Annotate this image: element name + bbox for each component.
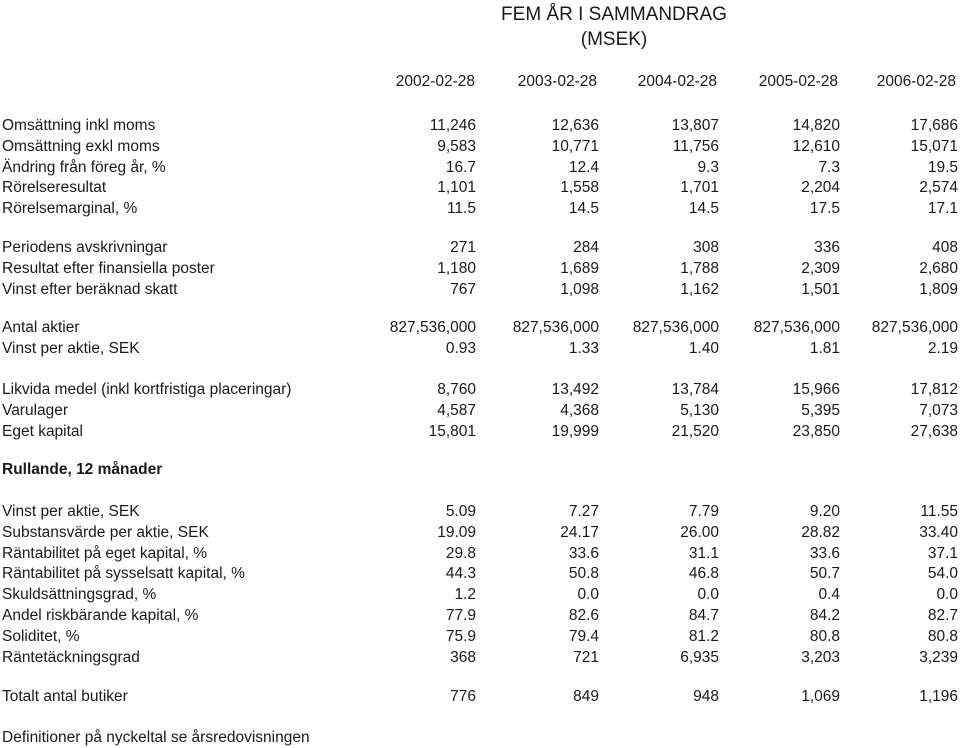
row-value: 24.17	[560, 523, 599, 541]
page-subtitle: (MSEK)	[580, 29, 648, 50]
row-value: 7.79	[688, 503, 719, 520]
row-value: 408	[932, 239, 958, 256]
row-label: Räntabilitet på eget kapital, %	[2, 544, 208, 562]
row-value: 2.19	[927, 339, 958, 357]
table-row	[0, 544, 960, 564]
stores-row	[0, 687, 960, 707]
row-value: 11.5	[446, 200, 476, 218]
row-value: 271	[450, 239, 476, 256]
row-value: 0.4	[818, 586, 840, 604]
row-label: Eget kapital	[2, 422, 83, 440]
row-value: 4,587	[437, 401, 476, 419]
row-value: 82.6	[568, 607, 599, 624]
row-value: 28.82	[801, 523, 840, 541]
row-value: 1,180	[437, 259, 476, 277]
row-value: 1.40	[688, 339, 719, 357]
row-value: 82.7	[927, 607, 958, 624]
table-row	[0, 648, 960, 668]
row-value: 1,501	[801, 280, 840, 298]
row-label: Vinst per aktie, SEK	[2, 503, 140, 520]
row-value: 336	[814, 239, 840, 256]
row-value: 27,638	[910, 422, 958, 440]
row-value: 17,812	[910, 381, 958, 398]
row-label: Skuldsättningsgrad, %	[2, 586, 157, 604]
row-value: 308	[693, 239, 719, 256]
row-label: Soliditet, %	[2, 627, 80, 645]
row-label: Räntetäckningsgrad	[2, 648, 140, 666]
row-value: 1,162	[680, 280, 719, 298]
row-value: 767	[450, 280, 476, 298]
row-label: Rörelsemarginal, %	[2, 200, 138, 218]
row-value: 827,536,000	[753, 319, 840, 336]
row-value: 7,073	[919, 401, 958, 419]
row-value: 11,756	[672, 137, 719, 155]
row-value: 10,771	[551, 137, 599, 155]
row-value: 1.33	[568, 339, 599, 357]
table-row	[0, 339, 960, 359]
row-value: 1.81	[809, 339, 840, 357]
row-value: 44.3	[445, 565, 476, 583]
row-value: 11.55	[920, 503, 958, 520]
row-value: 827,536,000	[389, 319, 476, 336]
row-value: 33.40	[919, 523, 958, 541]
section-heading-rolling: Rullande, 12 månader	[2, 461, 163, 478]
row-value: 284	[573, 239, 599, 256]
row-label: Antal aktier	[2, 319, 80, 336]
row-label: Likvida medel (inkl kortfristiga placeringar)	[2, 381, 292, 398]
row-value: 13,784	[671, 381, 719, 398]
row-value: 79.4	[568, 627, 599, 645]
table-row	[0, 401, 960, 421]
row-value: 7.3	[818, 158, 840, 176]
row-value: 26.00	[680, 523, 719, 541]
row-label: Andel riskbärande kapital, %	[2, 607, 199, 624]
column-header-2002: 2002-02-28	[395, 73, 475, 90]
row-value: 46.8	[688, 565, 719, 583]
row-value: 37.1	[927, 544, 958, 562]
column-header-row	[0, 73, 960, 95]
table-row	[0, 564, 960, 584]
row-value: 77.9	[445, 607, 476, 624]
row-value: 15,966	[792, 381, 840, 398]
row-value: 21,520	[671, 422, 719, 440]
table-row	[0, 158, 960, 178]
row-value: 5.09	[445, 503, 476, 520]
table-row	[0, 318, 960, 338]
row-label: Ändring från föreg år, %	[2, 158, 166, 176]
table-row	[0, 627, 960, 647]
row-value: 8,760	[437, 381, 476, 398]
row-value: 31.1	[688, 544, 719, 562]
row-value: 15,071	[910, 137, 958, 155]
column-header-2003: 2003-02-28	[517, 73, 597, 90]
row-label: Varulager	[2, 401, 69, 419]
row-label: Resultat efter finansiella poster	[2, 259, 215, 277]
row-value: 6,935	[680, 648, 719, 666]
row-value: 827,536,000	[512, 319, 599, 336]
row-value: 14.5	[688, 200, 719, 218]
row-value: 827,536,000	[871, 319, 958, 336]
row-value: 2,680	[919, 259, 958, 277]
table-row	[0, 280, 960, 300]
row-value: 16.7	[445, 158, 476, 176]
row-value: 849	[573, 688, 599, 705]
row-value: 948	[693, 688, 719, 705]
row-value: 75.9	[445, 627, 476, 645]
row-value: 5,130	[680, 401, 719, 419]
row-label: Vinst efter beräknad skatt	[2, 280, 178, 298]
row-value: 1.2	[454, 586, 476, 604]
row-value: 368	[450, 648, 476, 666]
row-value: 13,492	[551, 381, 599, 398]
row-value: 1,689	[560, 259, 599, 277]
table-row	[0, 259, 960, 279]
row-value: 3,203	[801, 648, 840, 666]
table-row	[0, 137, 960, 157]
row-value: 2,309	[801, 259, 840, 277]
row-value: 0.0	[936, 586, 958, 604]
table-row	[0, 523, 960, 543]
row-value: 84.2	[809, 607, 840, 624]
row-value: 12.4	[568, 158, 599, 176]
row-label: Rörelseresultat	[2, 179, 107, 197]
row-value: 1,701	[680, 179, 719, 197]
row-value: 776	[450, 688, 476, 705]
row-value: 4,368	[560, 401, 599, 419]
row-value: 84.7	[688, 607, 719, 624]
row-value: 15,801	[428, 422, 476, 440]
row-value: 17.1	[927, 200, 958, 218]
table-row	[0, 199, 960, 219]
column-header-2004: 2004-02-28	[637, 73, 717, 90]
page-title: FEM ÅR I SAMMANDRAG	[501, 4, 727, 25]
row-value: 2,574	[919, 179, 958, 197]
row-label: Omsättning exkl moms	[2, 137, 160, 155]
row-value: 1,809	[919, 280, 958, 298]
column-header-2006: 2006-02-28	[876, 73, 956, 90]
row-value: 0.0	[697, 586, 719, 604]
row-value: 1,101	[437, 179, 476, 197]
row-value: 9.20	[809, 503, 840, 520]
table-row	[0, 422, 960, 442]
row-value: 2,204	[801, 179, 840, 197]
row-value: 3,239	[919, 648, 958, 666]
row-label: Periodens avskrivningar	[2, 239, 168, 256]
table-row	[0, 502, 960, 522]
row-value: 14.5	[568, 200, 599, 218]
footnote: Definitioner på nyckeltal se årsredovisningen	[2, 729, 310, 746]
row-value: 0.0	[577, 586, 599, 604]
row-value: 7.27	[568, 503, 599, 520]
row-value: 9.3	[697, 158, 719, 176]
row-value: 1,069	[801, 688, 840, 705]
row-value: 17.5	[809, 200, 840, 218]
table-row	[0, 606, 960, 626]
row-value: 23,850	[792, 422, 840, 440]
column-header-2005: 2005-02-28	[758, 73, 838, 90]
row-value: 50.8	[568, 565, 599, 583]
row-label: Vinst per aktie, SEK	[2, 339, 140, 357]
row-value: 17,686	[910, 117, 958, 134]
row-value: 827,536,000	[632, 319, 719, 336]
row-value: 29.8	[445, 544, 476, 562]
row-value: 19,999	[551, 422, 599, 440]
row-value: 14,820	[792, 117, 840, 134]
row-value: 81.2	[688, 627, 719, 645]
row-value: 80.8	[809, 627, 840, 645]
table-row	[0, 238, 960, 258]
row-value: 5,395	[801, 401, 840, 419]
row-value: 1,196	[919, 688, 958, 705]
row-value: 19.5	[927, 158, 958, 176]
row-value: 9,583	[437, 137, 476, 155]
row-label: Totalt antal butiker	[2, 688, 128, 705]
row-value: 12,610	[792, 137, 840, 155]
row-value: 11,246	[429, 117, 476, 134]
row-value: 13,807	[671, 117, 719, 134]
row-label: Räntabilitet på sysselsatt kapital, %	[2, 565, 245, 583]
row-value: 1,558	[560, 179, 599, 197]
row-label: Omsättning inkl moms	[2, 117, 156, 134]
row-value: 33.6	[809, 544, 840, 562]
row-value: 80.8	[927, 627, 958, 645]
row-value: 1,788	[680, 259, 719, 277]
row-value: 33.6	[568, 544, 599, 562]
row-value: 721	[573, 648, 599, 666]
row-label: Substansvärde per aktie, SEK	[2, 523, 209, 541]
row-value: 50.7	[809, 565, 840, 583]
table-row	[0, 116, 960, 136]
row-value: 1,098	[560, 280, 599, 298]
table-row	[0, 380, 960, 400]
row-value: 19.09	[437, 523, 476, 541]
row-value: 12,636	[551, 117, 599, 134]
row-value: 0.93	[445, 339, 476, 357]
table-row	[0, 585, 960, 605]
row-value: 54.0	[927, 565, 958, 583]
table-row	[0, 178, 960, 198]
